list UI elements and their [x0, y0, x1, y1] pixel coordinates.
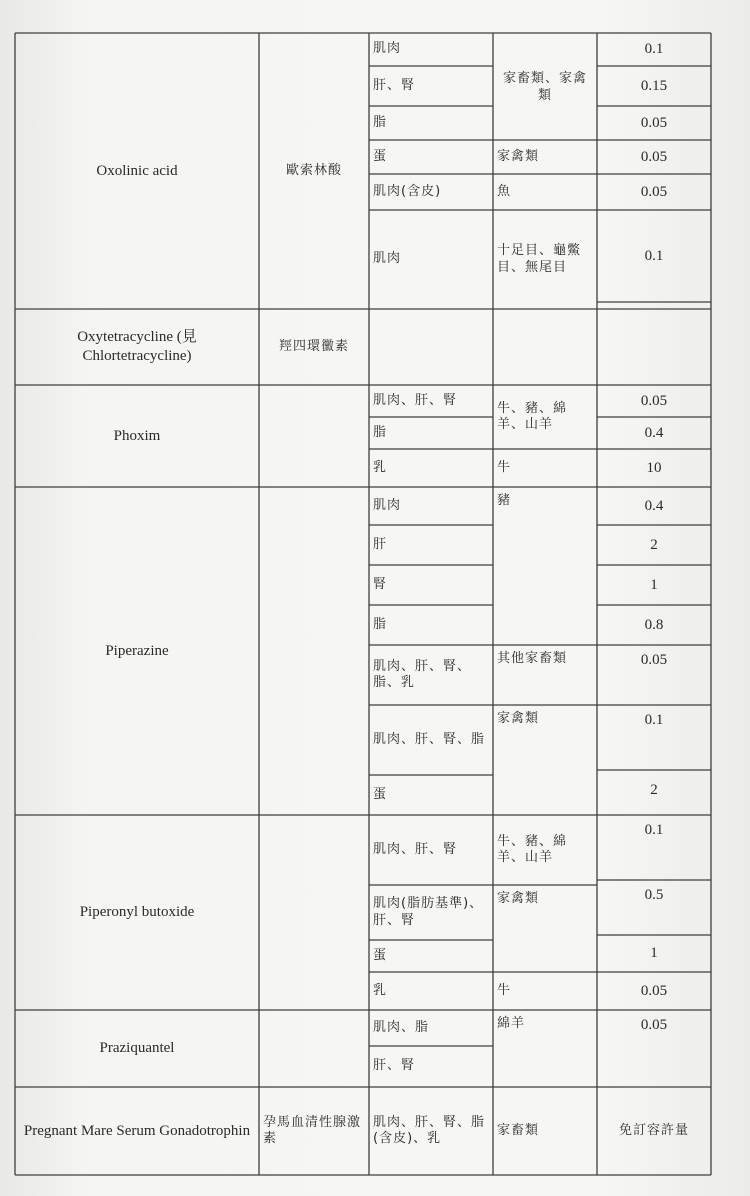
limit-cell: 0.5 [644, 887, 664, 903]
tissue-cell: 乳 [373, 982, 388, 998]
tissue-cell: 肌肉、肝、腎、脂、乳 [373, 658, 472, 690]
tissue-cell: 肝、腎 [373, 77, 416, 93]
limit-cell: 0.4 [644, 497, 664, 514]
tissue-cell: 脂 [373, 616, 388, 632]
drug-name-zh: 歐索林酸 [285, 162, 342, 178]
tissue-cell: 腎 [373, 576, 388, 592]
drug-name-en: Pregnant Mare Serum Gonadotrophin [23, 1122, 251, 1139]
limit-cell: 0.05 [640, 183, 668, 200]
tissue-cell: 肌肉、肝、腎、脂 [373, 731, 486, 747]
limit-cell: 0.05 [640, 114, 668, 131]
drug-name-en: Praziquantel [99, 1040, 175, 1057]
limit-cell: 免訂容許量 [618, 1122, 689, 1138]
tissue-cell: 脂 [373, 114, 388, 130]
drug-name-zh: 孕馬血清性腺激素 [263, 1114, 362, 1146]
tissue-cell: 肝 [373, 536, 388, 552]
drug-name-en: Oxolinic acid [96, 162, 178, 179]
species-cell: 其他家畜類 [497, 651, 568, 666]
limit-cell: 0.15 [640, 77, 668, 94]
limit-cell: 2 [650, 781, 658, 798]
tissue-cell: 蛋 [373, 148, 388, 164]
limit-cell: 0.05 [640, 148, 668, 165]
tissue-cell: 肌肉、脂 [373, 1019, 430, 1035]
species-cell: 家禽類 [497, 148, 540, 164]
tissue-cell: 肌肉(含皮) [373, 183, 442, 199]
limit-cell: 0.05 [640, 1017, 668, 1033]
drug-name-en: Piperazine [105, 642, 169, 659]
drug-name-en: Piperonyl butoxide [79, 904, 195, 921]
tissue-cell: 肌肉 [373, 41, 402, 57]
limit-cell: 1 [650, 945, 658, 962]
tissue-cell: 蛋 [373, 947, 388, 963]
species-cell: 家禽類 [497, 891, 540, 906]
limit-cell: 0.1 [644, 41, 664, 58]
limit-cell: 0.05 [640, 982, 668, 999]
species-cell: 十足目、龜鱉目、無尾目 [497, 243, 582, 275]
limit-cell: 2 [650, 536, 658, 553]
drug-name-zh: 羥四環黴素 [278, 338, 349, 354]
tissue-cell: 肌肉(脂肪基準)、肝、腎 [373, 896, 484, 928]
species-cell: 牛、豬、綿羊、山羊 [497, 400, 568, 432]
limit-cell: 1 [650, 576, 658, 593]
tissue-cell: 肝、腎 [373, 1058, 416, 1074]
limit-cell: 0.05 [640, 392, 668, 409]
tissue-cell: 脂 [373, 424, 388, 440]
species-cell: 豬 [497, 493, 512, 508]
limit-cell: 0.05 [640, 652, 668, 668]
limit-cell: 10 [646, 459, 662, 476]
species-cell: 魚 [497, 183, 512, 199]
species-cell: 牛、豬、綿羊、山羊 [497, 833, 568, 865]
limit-cell: 0.4 [644, 424, 664, 441]
tissue-cell: 肌肉、肝、腎、脂(含皮)、乳 [373, 1114, 486, 1146]
drug-name-en: Phoxim [113, 427, 161, 444]
species-cell: 綿羊 [497, 1016, 526, 1031]
limit-cell: 0.1 [644, 822, 664, 838]
tissue-cell: 蛋 [373, 786, 388, 802]
species-cell: 家畜類、家禽類 [502, 71, 587, 103]
limit-cell: 0.1 [644, 712, 664, 728]
tissue-cell: 肌肉、肝、腎 [373, 392, 458, 408]
limit-cell: 0.1 [644, 247, 664, 264]
species-cell: 家畜類 [497, 1122, 540, 1138]
species-cell: 牛 [497, 459, 512, 475]
limit-cell: 0.8 [644, 616, 664, 633]
species-cell: 牛 [497, 982, 512, 998]
species-cell: 家禽類 [497, 711, 540, 726]
tissue-cell: 肌肉 [373, 251, 402, 267]
drug-name-en: Oxytetracycline (見 Chlortetracycline) [77, 329, 197, 364]
tissue-cell: 肌肉、肝、腎 [373, 841, 458, 857]
tissue-cell: 乳 [373, 459, 388, 475]
tissue-cell: 肌肉 [373, 497, 402, 513]
